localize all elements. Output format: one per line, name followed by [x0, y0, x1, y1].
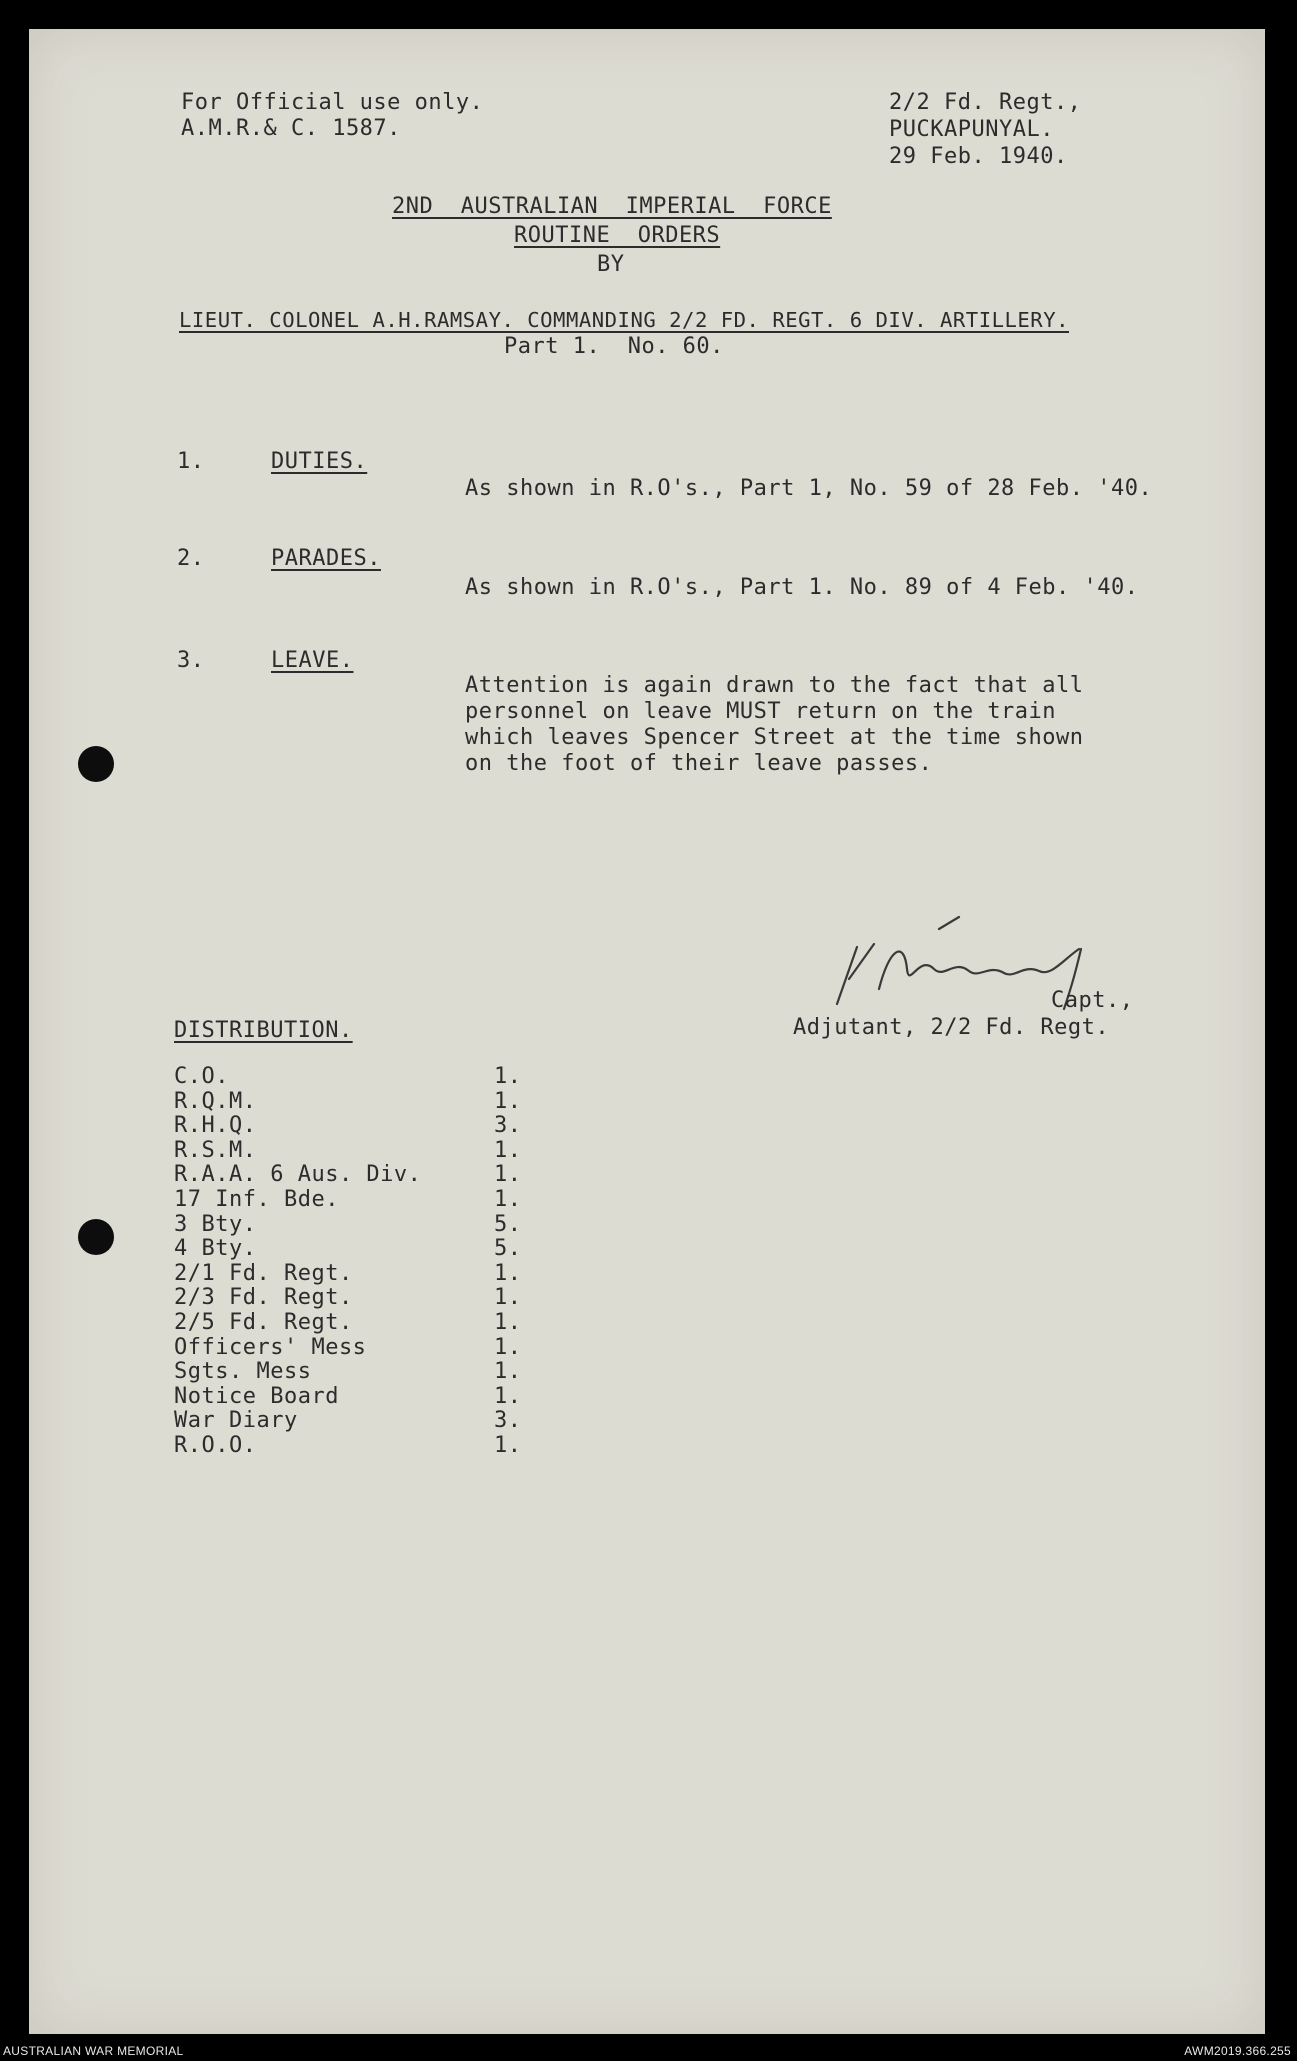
- distribution-copies: 1.: [494, 1433, 522, 1458]
- header-form-number: A.M.R.& C. 1587.: [181, 116, 401, 141]
- distribution-recipient: Officers' Mess: [174, 1334, 367, 1360]
- distribution-recipient: R.A.A. 6 Aus. Div.: [174, 1162, 422, 1188]
- section-1-text: As shown in R.O's., Part 1, No. 59 of 28 Feb. '40.: [465, 476, 1153, 501]
- distribution-recipient: Sgts. Mess: [174, 1359, 312, 1385]
- distribution-heading: DISTRIBUTION.: [174, 1018, 353, 1043]
- distribution-row: [174, 1113, 534, 1138]
- distribution-recipient: War Diary: [174, 1408, 298, 1434]
- signature-rank: Capt.,: [1051, 988, 1134, 1013]
- footer-credit: AUSTRALIAN WAR MEMORIAL: [3, 2044, 184, 2058]
- distribution-row: [174, 1064, 534, 1089]
- distribution-row: [174, 1285, 534, 1310]
- distribution-recipient: 2/3 Fd. Regt.: [174, 1285, 353, 1311]
- section-3-line-4: on the foot of their leave passes.: [465, 751, 933, 776]
- header-unit: 2/2 Fd. Regt.,: [889, 90, 1082, 115]
- title-force: 2ND AUSTRALIAN IMPERIAL FORCE: [392, 194, 832, 219]
- distribution-copies: 1.: [494, 1334, 522, 1360]
- title-commander: LIEUT. COLONEL A.H.RAMSAY. COMMANDING 2/2 FD. REGT. 6 DIV. ARTILLERY.: [179, 308, 1069, 332]
- section-1-heading: DUTIES.: [271, 449, 368, 474]
- distribution-row: [174, 1335, 534, 1360]
- document-page: [29, 29, 1265, 2034]
- distribution-copies: 5.: [494, 1236, 522, 1262]
- distribution-row: [174, 1433, 534, 1458]
- header-location: PUCKAPUNYAL.: [889, 117, 1054, 142]
- distribution-row: [174, 1384, 534, 1409]
- distribution-recipient: 17 Inf. Bde.: [174, 1187, 339, 1212]
- distribution-row: [174, 1310, 534, 1335]
- distribution-recipient: R.S.M.: [174, 1137, 257, 1163]
- distribution-recipient: C.O.: [174, 1064, 229, 1089]
- distribution-copies: 1.: [494, 1383, 522, 1409]
- distribution-copies: 1.: [494, 1285, 522, 1311]
- section-3-line-1: Attention is again drawn to the fact that all: [465, 673, 1084, 698]
- distribution-copies: 1.: [494, 1137, 522, 1163]
- distribution-row: [174, 1408, 534, 1433]
- distribution-row: [174, 1162, 534, 1187]
- distribution-recipient: R.Q.M.: [174, 1088, 257, 1114]
- title-by: BY: [597, 252, 625, 277]
- punch-hole-top: [78, 746, 114, 782]
- section-3-line-3: which leaves Spencer Street at the time shown: [465, 725, 1084, 750]
- handwritten-signature: [819, 909, 1219, 1029]
- distribution-recipient: 4 Bty.: [174, 1236, 257, 1262]
- signature-title: Adjutant, 2/2 Fd. Regt.: [793, 1015, 1110, 1040]
- distribution-copies: 1.: [494, 1088, 522, 1114]
- punch-hole-bottom: [78, 1219, 114, 1255]
- distribution-recipient: Notice Board: [174, 1383, 339, 1409]
- distribution-row: [174, 1138, 534, 1163]
- distribution-recipient: 2/5 Fd. Regt.: [174, 1310, 353, 1335]
- header-date: 29 Feb. 1940.: [889, 144, 1068, 169]
- section-2-heading: PARADES.: [271, 546, 381, 571]
- footer-accession-number: AWM2019.366.255: [1184, 2044, 1291, 2058]
- distribution-row: [174, 1261, 534, 1286]
- distribution-copies: 5.: [494, 1211, 522, 1237]
- distribution-recipient: R.H.Q.: [174, 1113, 257, 1139]
- distribution-recipient: R.O.O.: [174, 1433, 257, 1458]
- distribution-copies: 1.: [494, 1359, 522, 1385]
- section-3-number: 3.: [177, 648, 205, 673]
- distribution-row: [174, 1236, 534, 1261]
- section-2-text: As shown in R.O's., Part 1. No. 89 of 4 Feb. '40.: [465, 575, 1139, 600]
- distribution-copies: 1.: [494, 1064, 522, 1089]
- section-2-number: 2.: [177, 546, 205, 571]
- distribution-copies: 1.: [494, 1162, 522, 1188]
- title-part-number: Part 1. No. 60.: [504, 334, 724, 359]
- distribution-recipient: 3 Bty.: [174, 1211, 257, 1237]
- distribution-copies: 1.: [494, 1310, 522, 1335]
- distribution-copies: 3.: [494, 1113, 522, 1139]
- distribution-row: [174, 1359, 534, 1384]
- distribution-copies: 3.: [494, 1408, 522, 1434]
- section-3-heading: LEAVE.: [271, 648, 354, 673]
- distribution-copies: 1.: [494, 1260, 522, 1286]
- section-3-line-2: personnel on leave MUST return on the train: [465, 699, 1057, 724]
- distribution-copies: 1.: [494, 1187, 522, 1212]
- distribution-row: [174, 1089, 534, 1114]
- distribution-recipient: 2/1 Fd. Regt.: [174, 1260, 353, 1286]
- section-1-number: 1.: [177, 449, 205, 474]
- title-routine-orders: ROUTINE ORDERS: [514, 223, 721, 248]
- header-official-use: For Official use only.: [181, 90, 484, 115]
- distribution-row: [174, 1187, 534, 1212]
- distribution-row: [174, 1212, 534, 1237]
